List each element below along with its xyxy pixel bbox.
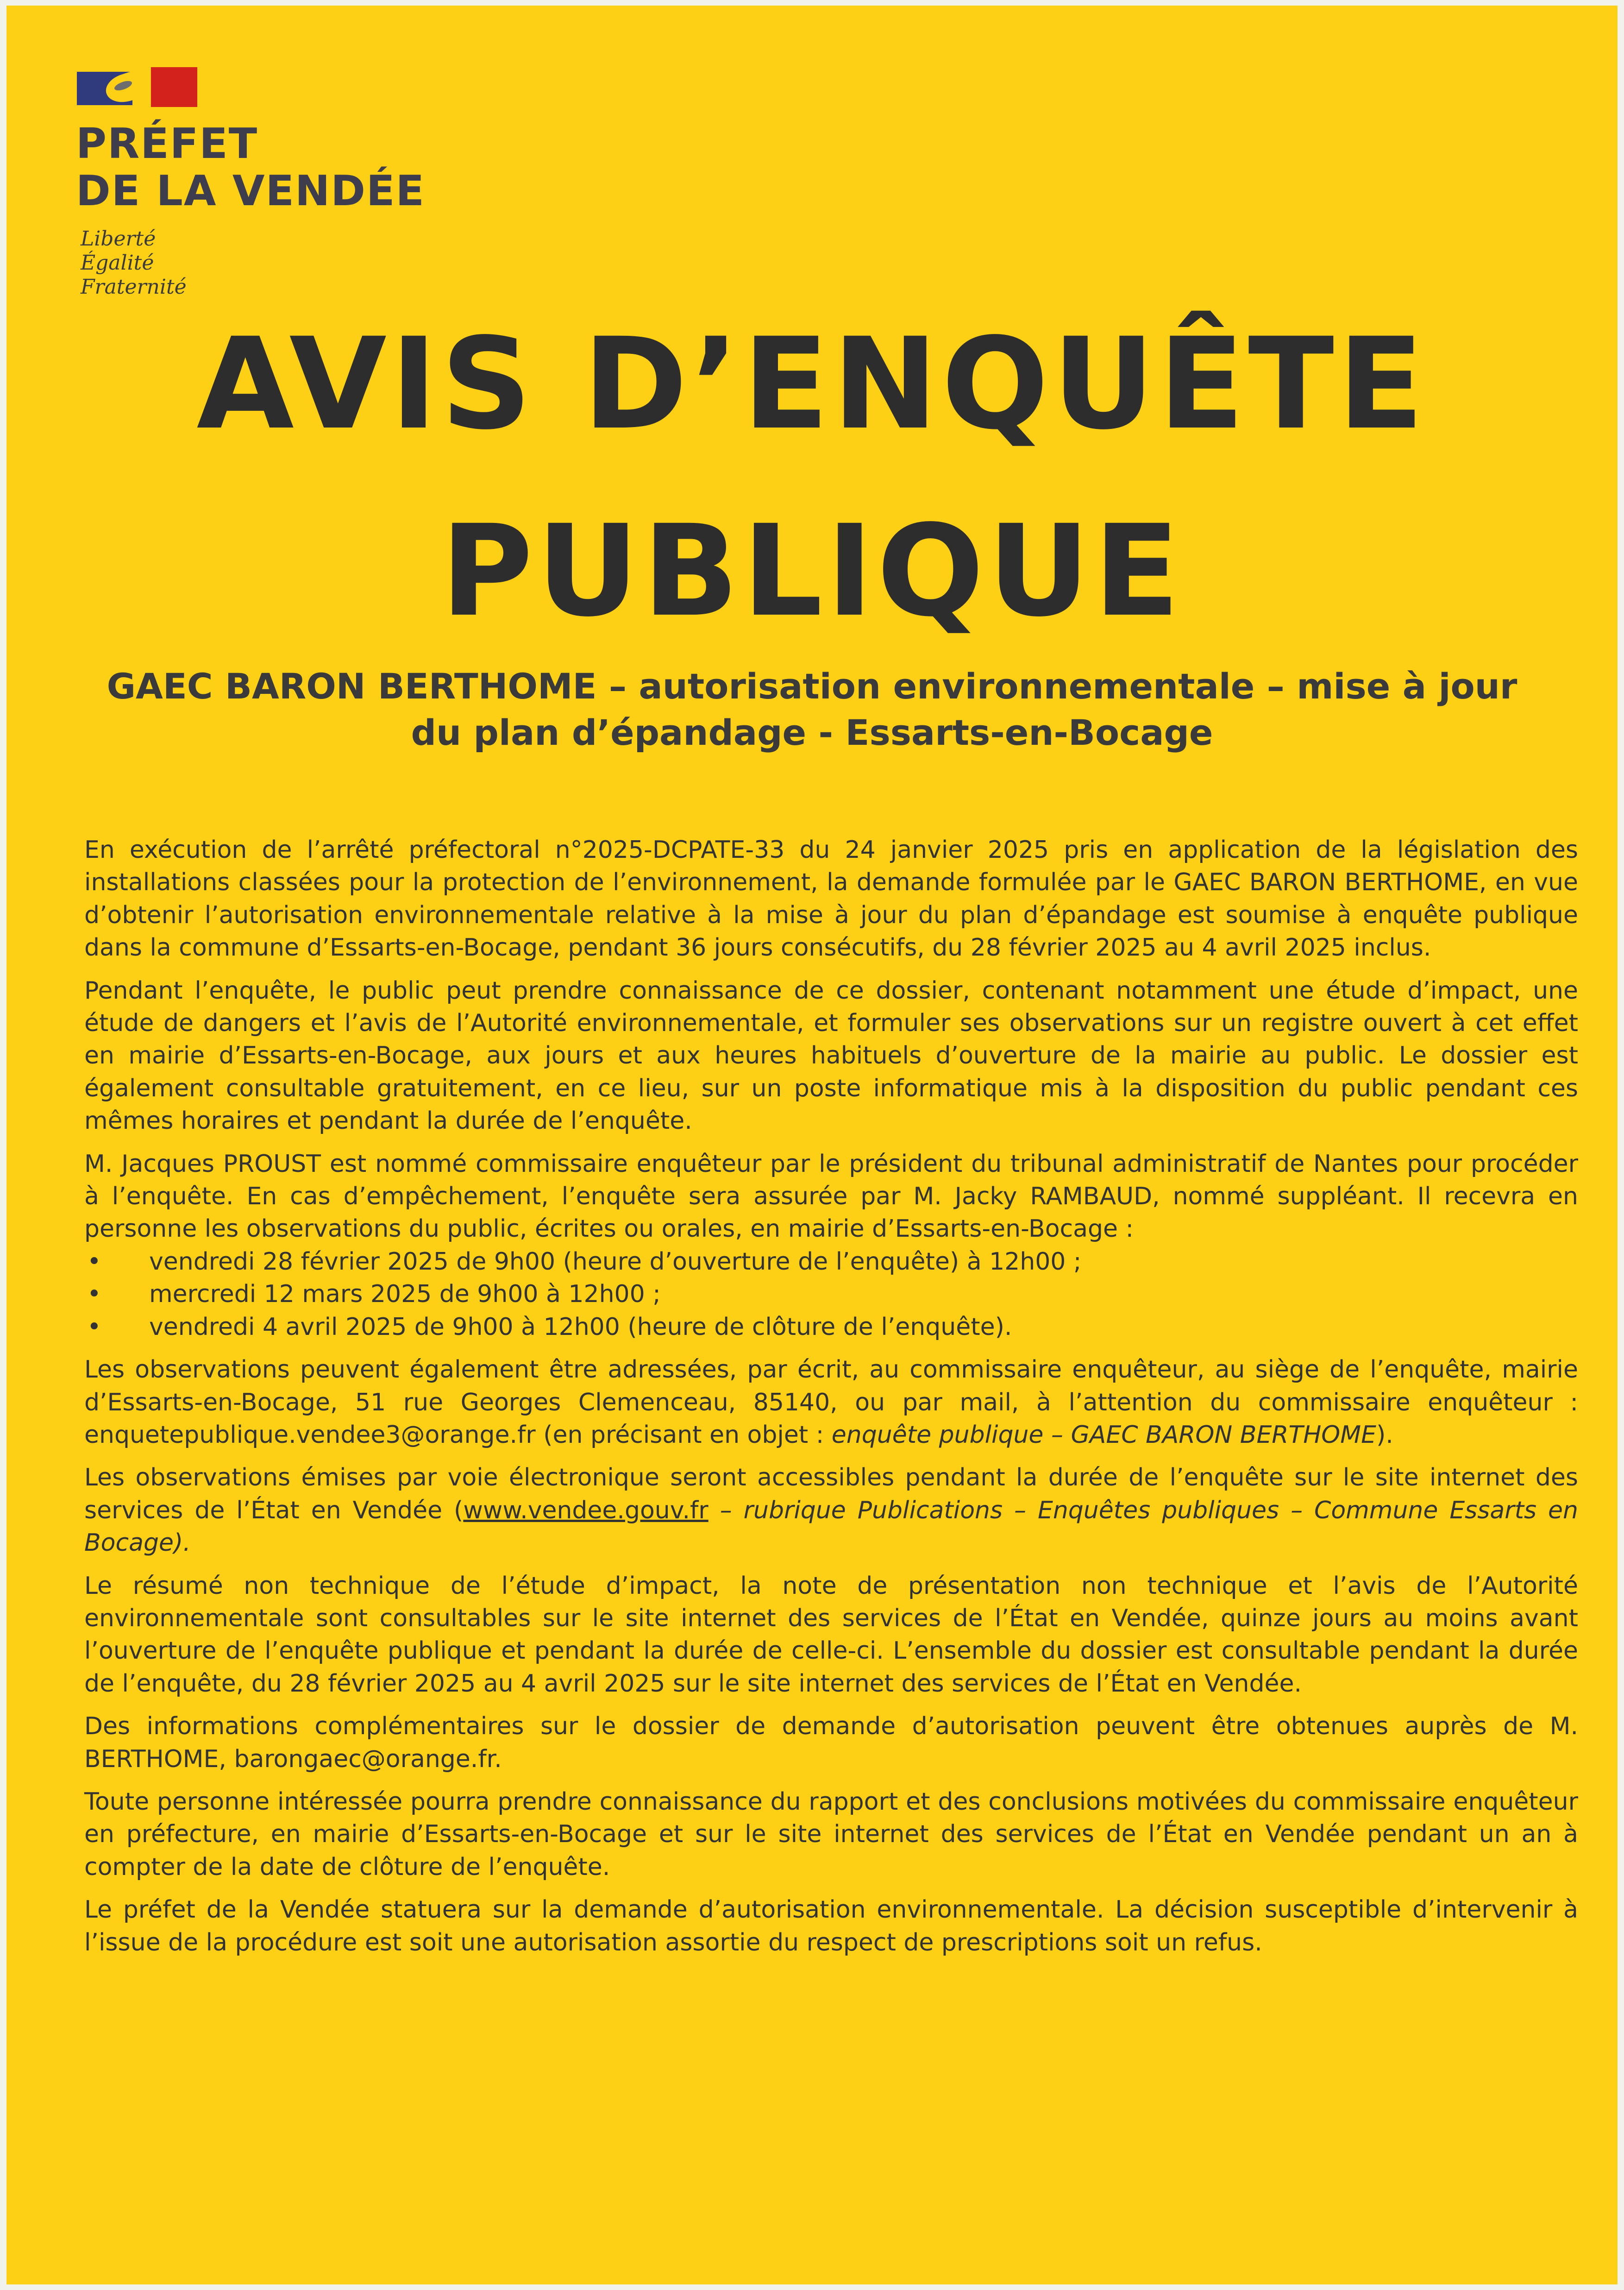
list-item: • mercredi 12 mars 2025 de 9h00 à 12h00 ; <box>84 1278 1578 1310</box>
notice-subject <box>62 663 1562 756</box>
subject-line-1: GAEC BARON BERTHOME – autorisation environnementale – mise à jour <box>107 666 1517 707</box>
list-item: • vendredi 4 avril 2025 de 9h00 à 12h00 (heure de clôture de l’enquête). <box>84 1311 1578 1343</box>
subject-line-2: du plan d’épandage - Essarts-en-Bocage <box>411 712 1213 753</box>
bullet-icon: • <box>87 1247 101 1276</box>
list-item: • vendredi 28 février 2025 de 9h00 (heure d’ouverture de l’enquête) à 12h00 ; <box>84 1246 1578 1278</box>
page-title-line-2: PUBLIQUE <box>440 498 1184 645</box>
website-link[interactable]: www.vendee.gouv.fr <box>463 1496 709 1524</box>
page-title-line-1: AVIS D’ENQUÊTE <box>196 311 1428 458</box>
paragraph-consultation: Pendant l’enquête, le public peut prendre connaissance de ce dossier, contenant notamment une étude d’impact, une étude de dangers et l’avis de l’Autorité environnementale, et formuler ses observations sur un registre ouvert à cet effet en mairie d’Essarts-en-Bocage, aux jours et aux heures habituels d’ouverture de la mairie au public. Le dossier est également consultable gratuitement, en ce lieu, sur un poste informatique mis à la disposition du public pendant ces mêmes horaires et pendant la durée de l’enquête. <box>84 976 1578 1135</box>
authority-line-1: PRÉFET <box>76 120 258 168</box>
authority-line-2: DE LA VENDÉE <box>76 167 425 215</box>
paragraph-report: Toute personne intéressée pourra prendre connaissance du rapport et des conclusions motivées du commissaire enquêteur en préfecture, en mairie d’Essarts-en-Bocage et sur le site internet des services de l’État en Vendée pendant un an à compter de la date de clôture de l’enquête. <box>84 1787 1578 1881</box>
bullet-icon: • <box>87 1280 101 1309</box>
motto-fraternite: Fraternité <box>81 275 187 299</box>
republic-motto <box>81 227 187 299</box>
paragraph-decree: En exécution de l’arrêté préfectoral n°2025-DCPATE-33 du 24 janvier 2025 pris en application de la législation des installations classées pour la protection de l’environnement, la demande formulée par le GAEC BARON BERTHOME, en vue d’obtenir l’autorisation environnementale relative à la mise à jour du plan d’épandage est soumise à enquête publique dans la commune d’Essarts-en-Bocage, pendant 36 jours consécutifs, du 28 février 2025 au 4 avril 2025 inclus. <box>84 836 1578 962</box>
permanence-list <box>84 1246 1578 1343</box>
paragraph-contact: Des informations complémentaires sur le dossier de demande d’autorisation peuvent être obtenues auprès de M. BERTHOME, barongaec@orange.fr. <box>84 1712 1578 1773</box>
paragraph-written-observations: Les observations peuvent également être adressées, par écrit, au commissaire enquêteur, au siège de l’enquête, mairie d’Essarts-en-Bocage, 51 rue Georges Clemenceau, 85140, ou par mail, à l’attention du commissaire enquêteur : enquetepublique.vendee3@orange.fr (en précisant en objet : enquête publique – GAEC BARON BERTHOME). <box>84 1356 1578 1449</box>
motto-egalite: Égalité <box>81 251 154 275</box>
notice-body <box>84 834 1578 1969</box>
motto-liberte: Liberté <box>81 227 156 251</box>
paragraph-online-documents: Le résumé non technique de l’étude d’impact, la note de présentation non technique et l’avis de l’Autorité environnementale sont consultables sur le site internet des services de l’État en Vendée, quinze jours au moins avant l’ouverture de l’enquête publique et pendant la durée de celle-ci. L’ensemble du dossier est consultable pendant la durée de l’enquête, du 28 février 2025 au 4 avril 2025 sur le site internet des services de l’État en Vendée. <box>84 1572 1578 1698</box>
paragraph-electronic-observations: Les observations émises par voie électronique seront accessibles pendant la durée de l’enquête sur le site internet des services de l’État en Vendée (www.vendee.gouv.fr – rubrique Publications – Enquêtes publiques – Commune Essarts en Bocage). <box>84 1464 1578 1557</box>
notice-poster <box>6 6 1618 2284</box>
email-subject: enquête publique – GAEC BARON BERTHOME <box>831 1421 1376 1449</box>
marianne-logo-icon <box>77 63 198 117</box>
paragraph-decision: Le préfet de la Vendée statuera sur la demande d’autorisation environnementale. La décision susceptible d’intervenir à l’issue de la procédure est soit une autorisation assortie du respect de prescriptions soit un refus. <box>84 1896 1578 1957</box>
issuing-authority <box>76 120 425 215</box>
website-section: – rubrique Publications – Enquêtes publiques – Commune Essarts en Bocage). <box>84 1496 1578 1557</box>
paragraph-commissioner: M. Jacques PROUST est nommé commissaire enquêteur par le président du tribunal administratif de Nantes pour procéder à l’enquête. En cas d’empêchement, l’enquête sera assurée par M. Jacky RAMBAUD, nommé suppléant. Il recevra en personne les observations du public, écrites ou orales, en mairie d’Essarts-en-Bocage : <box>84 1150 1578 1243</box>
bullet-icon: • <box>87 1313 101 1341</box>
